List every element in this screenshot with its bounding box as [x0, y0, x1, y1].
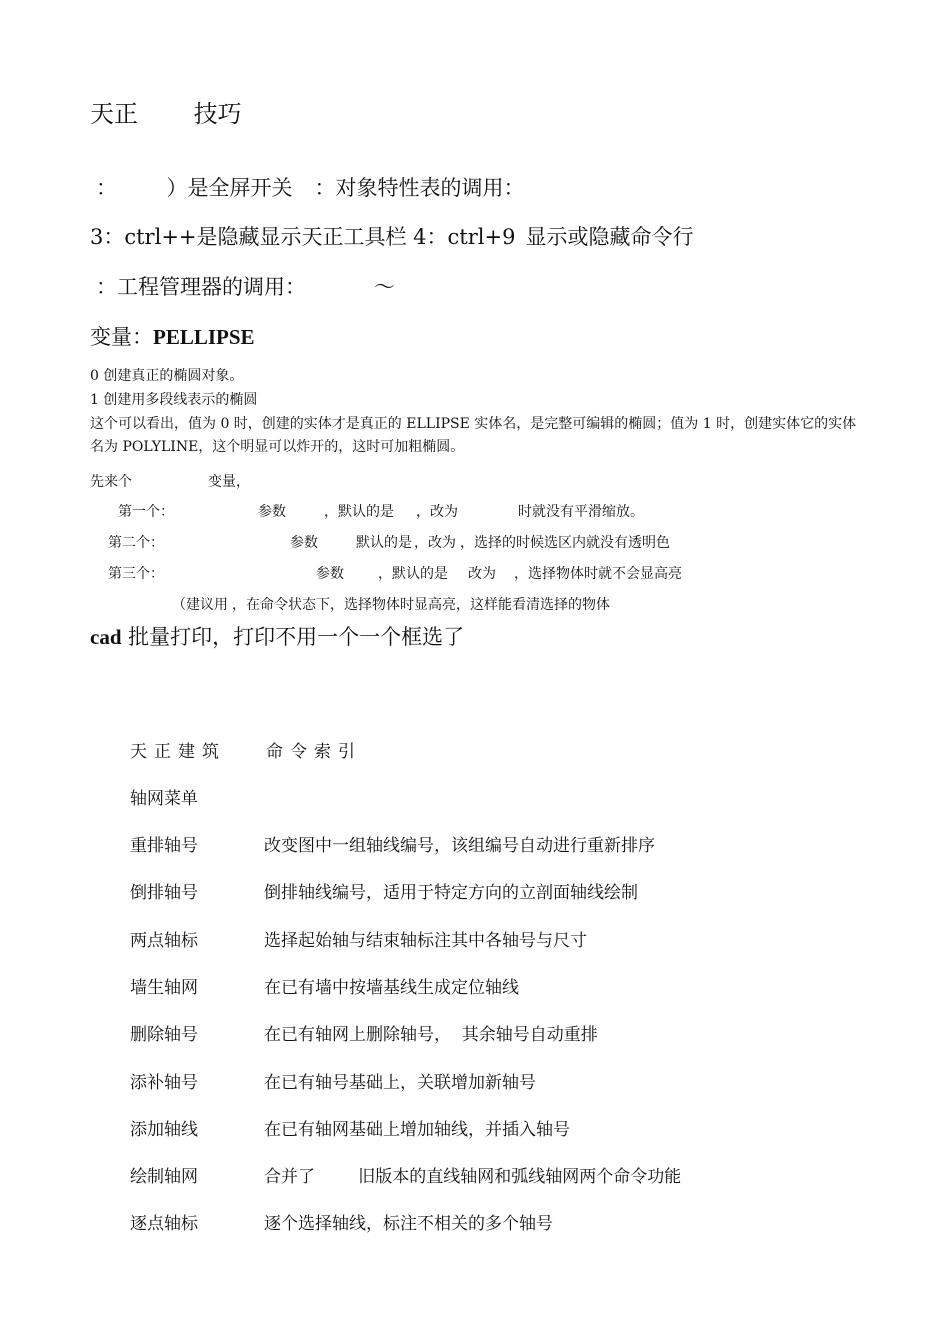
- title-part2: 技巧: [193, 100, 242, 128]
- cad-batch-heading: [90, 621, 464, 651]
- var-item-3: [108, 563, 682, 586]
- command-name: 重排轴号: [130, 836, 198, 856]
- page-title: [90, 94, 242, 129]
- command-description: 在已有轴号基础上，关联增加新轴号: [264, 1073, 536, 1093]
- tip-line-1-b: ）是全屏开关: [166, 176, 293, 200]
- var-3-change: 改为: [468, 566, 496, 582]
- var-1-default: ，默认的是: [324, 504, 394, 520]
- suggestion-b: ，在命令状态下，选择物体时显高亮，这样能看清选择的物体: [232, 597, 610, 613]
- var-2-result: ，选择的时候选区内就没有透明色: [460, 535, 670, 551]
- suggestion: [172, 594, 610, 617]
- tip-line-2: [90, 221, 693, 251]
- index-title: [130, 737, 362, 762]
- tip-line-1-c: ：对象特性表的调用：: [314, 176, 525, 200]
- variable-heading: [90, 321, 255, 351]
- pellipse-option-0: 0 创建真正的椭圆对象。: [90, 368, 244, 384]
- tip-line-2-b: 显示或隐藏命令行: [525, 225, 694, 249]
- command-description: 改变图中一组轴线编号，该组编号自动进行重新排序: [264, 836, 655, 856]
- tip-line-3-a: ：工程管理器的调用：: [96, 275, 306, 299]
- tip-line-3-b: ～: [374, 275, 395, 299]
- var-3-default: ，默认的是: [378, 566, 448, 582]
- var-2-param: 参数: [290, 535, 318, 551]
- var-item-2: [108, 532, 670, 555]
- var-3-result: ，选择物体时就不会显高亮: [514, 566, 682, 582]
- var-1-label: 第一个：: [118, 504, 174, 520]
- cad-batch-rest: 批量打印，打印不用一个一个框选了: [121, 625, 465, 649]
- command-name: 添加轴线: [130, 1120, 198, 1140]
- vars-intro: [90, 471, 250, 494]
- variable-name: PELLIPSE: [153, 325, 255, 349]
- tip-line-1-a: ：: [96, 176, 107, 200]
- command-description: 选择起始轴与结束轴标注其中各轴号与尺寸: [264, 931, 587, 951]
- cad-batch-bold: cad: [90, 625, 122, 649]
- var-1-result: 时就没有平滑缩放。: [518, 504, 644, 520]
- command-name: 删除轴号: [130, 1025, 198, 1045]
- pellipse-explanation: 这个可以看出，值为 0 时，创建的实体才是真正的 ELLIPSE 实体名，是完整可编辑的椭圆；值为 1 时，创建实体它的实体名为 POLYLINE，这个明显可以炸开的，这时可加粗椭圆。: [90, 416, 857, 455]
- command-description: 在已有墙中按墙基线生成定位轴线: [264, 978, 519, 998]
- index-title-a: 天正建筑: [130, 742, 226, 762]
- pellipse-option-1: 1 创建用多段线表示的椭圆: [90, 392, 258, 408]
- command-name: 绘制轴网: [130, 1167, 198, 1187]
- command-description: 合并了 旧版本的直线轴网和弧线轴网两个命令功能: [264, 1167, 682, 1187]
- command-name: 两点轴标: [130, 931, 198, 951]
- command-name: 倒排轴号: [130, 883, 198, 903]
- command-description: 逐个选择轴线，标注不相关的多个轴号: [264, 1214, 553, 1234]
- command-description: 倒排轴线编号，适用于特定方向的立剖面轴线绘制: [264, 883, 638, 903]
- index-title-b: 命令索引: [266, 742, 362, 762]
- var-2-label: 第二个：: [108, 535, 164, 551]
- command-name: 添补轴号: [130, 1073, 198, 1093]
- command-description: 在已有轴网基础上增加轴线，并插入轴号: [264, 1120, 570, 1140]
- var-2-change: ，改为: [414, 535, 456, 551]
- var-1-param: 参数: [258, 504, 286, 520]
- suggestion-a: （建议用: [172, 597, 228, 613]
- command-name: 逐点轴标: [130, 1214, 198, 1234]
- command-name: 墙生轴网: [130, 978, 198, 998]
- variable-label: 变量：: [90, 325, 153, 349]
- tip-line-2-a: 3：ctrl++是隐藏显示天正工具栏 4：ctrl+9: [90, 225, 516, 249]
- tip-line-1: [96, 172, 525, 202]
- title-part1: 天正: [90, 100, 138, 128]
- command-description: 在已有轴网上删除轴号， 其余轴号自动重排: [264, 1025, 598, 1045]
- tip-line-3: [96, 271, 395, 301]
- vars-intro-b: 变量，: [208, 474, 250, 490]
- var-3-param: 参数: [316, 566, 344, 582]
- var-2-default: 默认的是: [356, 535, 412, 551]
- index-menu-heading: 轴网菜单: [130, 789, 198, 809]
- var-item-1: [118, 501, 644, 524]
- var-3-label: 第三个：: [108, 566, 164, 582]
- var-1-change: ，改为: [416, 504, 458, 520]
- vars-intro-a: 先来个: [90, 474, 132, 490]
